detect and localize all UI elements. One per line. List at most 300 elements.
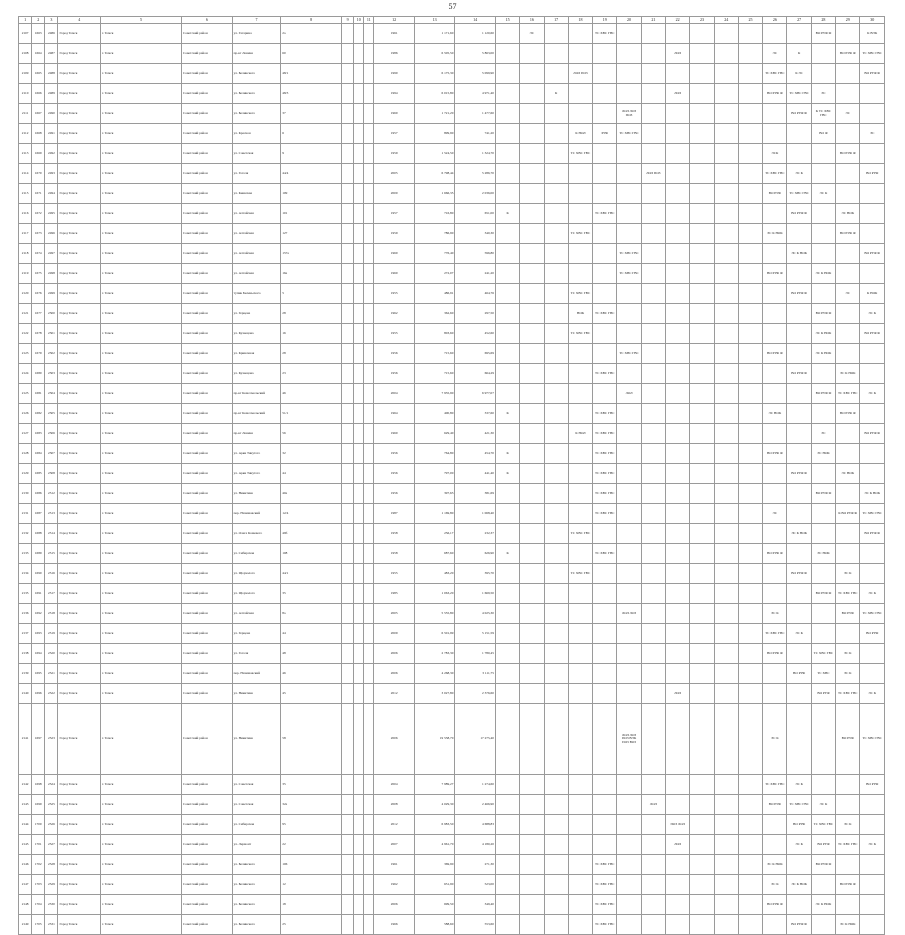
table-cell: ЛОЛ ЛОЗ (617, 604, 641, 624)
table-cell (666, 524, 690, 544)
table-cell (860, 144, 885, 164)
table-cell: 2127 (19, 424, 32, 444)
table-cell: ЭС К (836, 664, 860, 684)
table-cell (860, 184, 885, 204)
table-cell: 4 268,30 (414, 664, 455, 684)
table-cell: 2130 (19, 484, 32, 504)
table-row (19, 444, 885, 464)
table-cell: ул. Щорчалого (232, 564, 281, 584)
table-cell: 899,90 (414, 124, 455, 144)
table-cell (666, 775, 690, 795)
table-cell: 48/1 (281, 64, 342, 84)
table-cell: ЭС К (860, 684, 885, 704)
table-cell: ЭСК (763, 144, 787, 164)
table-row (19, 364, 885, 384)
table-cell: 2 783,30 (414, 644, 455, 664)
table-cell: 1959 (374, 224, 415, 244)
table-cell: ЭС НОК (836, 204, 860, 224)
table-cell: 452,60 (455, 324, 496, 344)
table-cell (787, 304, 811, 324)
table-cell (738, 144, 762, 164)
table-cell: ВО РУФ Ф (787, 104, 811, 124)
table-cell: 1666 (32, 84, 45, 104)
table-cell: ЭС К (787, 835, 811, 855)
table-cell: 1 477,60 (455, 104, 496, 124)
table-cell: К ЭС (787, 64, 811, 84)
table-cell: 1679 (32, 344, 45, 364)
table-cell: 1664 (32, 44, 45, 64)
table-cell: Город Томск (58, 835, 101, 855)
table-cell: Советский район (182, 324, 233, 344)
table-cell: Советский район (182, 224, 233, 244)
table-cell: ТС ХВС ГВС (568, 564, 592, 584)
table-cell: ул. Киевская (232, 184, 281, 204)
table-cell (568, 504, 592, 524)
table-cell (617, 915, 641, 935)
table-cell: 1700 (32, 815, 45, 835)
table-cell: г. Томск (101, 164, 182, 184)
table-cell (544, 404, 568, 424)
table-cell (342, 684, 354, 704)
table-cell: ТС ХВС ГВС (811, 644, 835, 664)
table-cell: г. Томск (101, 524, 182, 544)
table-row (19, 164, 885, 184)
table-cell (354, 704, 364, 775)
table-cell: 2519 (45, 624, 58, 644)
table-cell: ул. Гагарина (232, 24, 281, 44)
table-cell (568, 664, 592, 684)
table-cell (714, 364, 738, 384)
table-cell: 1962 (374, 304, 415, 324)
table-cell: 4 029,30 (414, 795, 455, 815)
table-cell: ТС ХВС ГВС (593, 444, 617, 464)
table-cell (568, 384, 592, 404)
table-cell (364, 124, 374, 144)
table-cell: 2120 (19, 284, 32, 304)
table-row (19, 644, 885, 664)
table-cell: ЛОЛ ЛОЗ ПОЗ ВЭК ПОЗ ВОЗ (617, 704, 641, 775)
table-cell: 1690 (32, 564, 45, 584)
table-cell: Город Томск (58, 895, 101, 915)
column-number-cell: 7 (232, 17, 281, 24)
table-cell (714, 644, 738, 664)
table-cell (617, 544, 641, 564)
table-cell (354, 24, 364, 44)
table-cell: 1987 (374, 504, 415, 524)
table-cell (787, 855, 811, 875)
table-cell: ПОЗ ЛОЛ (666, 815, 690, 835)
table-cell: ул. Алтайская (232, 604, 281, 624)
table-cell (354, 424, 364, 444)
table-cell: 1 324,70 (455, 144, 496, 164)
table-row (19, 384, 885, 404)
table-cell: 49б (281, 524, 342, 544)
table-cell (495, 855, 519, 875)
table-cell: 2 036,00 (455, 184, 496, 204)
table-cell (641, 24, 665, 44)
table-cell (593, 704, 617, 775)
table-cell (763, 484, 787, 504)
table-cell (342, 815, 354, 835)
table-cell: 1678 (32, 324, 45, 344)
table-cell (520, 484, 544, 504)
table-cell (641, 484, 665, 504)
table-cell (364, 424, 374, 444)
table-cell: 2123 (19, 344, 32, 364)
table-cell: 1958 (374, 544, 415, 564)
table-cell (354, 464, 364, 484)
table-cell (738, 44, 762, 64)
table-cell: 5 863,00 (455, 44, 496, 64)
table-cell: 2131 (19, 504, 32, 524)
table-cell (544, 24, 568, 44)
table-cell (520, 835, 544, 855)
table-cell (364, 404, 374, 424)
table-cell (690, 324, 714, 344)
column-number-cell: 28 (811, 17, 835, 24)
table-cell (738, 624, 762, 644)
table-cell (787, 384, 811, 404)
table-cell: Советский район (182, 144, 233, 164)
table-cell: 2486 (45, 24, 58, 44)
table-cell: пер. Нахимовский (232, 664, 281, 684)
table-cell (690, 855, 714, 875)
table-cell (714, 604, 738, 624)
table-cell: 2516 (45, 564, 58, 584)
table-cell (714, 344, 738, 364)
table-cell (836, 524, 860, 544)
table-cell: ВО РУФ Ф (763, 84, 787, 104)
table-cell: ул. Алтайская (232, 224, 281, 244)
table-cell (495, 664, 519, 684)
table-cell (364, 564, 374, 584)
table-cell (544, 424, 568, 444)
table-cell: К (495, 444, 519, 464)
table-cell (714, 304, 738, 324)
table-cell: 2499 (45, 284, 58, 304)
table-cell (593, 775, 617, 795)
table-cell (836, 775, 860, 795)
table-cell (520, 895, 544, 915)
table-cell: 2122 (19, 324, 32, 344)
table-cell (593, 604, 617, 624)
table-cell: Советский район (182, 44, 233, 64)
table-cell: 2148 (19, 895, 32, 915)
table-cell (354, 184, 364, 204)
table-cell (354, 44, 364, 64)
table-cell: РУФ (593, 124, 617, 144)
table-cell (738, 304, 762, 324)
table-cell: ТС ХВС ГВС (593, 875, 617, 895)
table-cell: 1960 (374, 424, 415, 444)
table-cell: 22 (281, 835, 342, 855)
table-cell (617, 895, 641, 915)
table-cell (836, 444, 860, 464)
table-cell (593, 244, 617, 264)
table-cell: ул. Красноя (232, 124, 281, 144)
table-cell (342, 504, 354, 524)
table-cell (836, 24, 860, 44)
table-cell (617, 835, 641, 855)
table-cell: 1686 (32, 484, 45, 504)
column-number-cell: 1 (19, 17, 32, 24)
table-cell (544, 775, 568, 795)
table-cell: 6 501,99 (414, 624, 455, 644)
table-cell (593, 164, 617, 184)
column-number-cell: 9 (342, 17, 354, 24)
table-cell (690, 144, 714, 164)
table-cell: ЭС (860, 124, 885, 144)
table-cell (811, 284, 835, 304)
table-cell: Город Томск (58, 324, 101, 344)
table-cell (787, 324, 811, 344)
table-cell (354, 855, 364, 875)
table-cell: 16а (281, 264, 342, 284)
table-cell: 2121 (19, 304, 32, 324)
table-cell (364, 284, 374, 304)
table-cell: Город Томск (58, 915, 101, 935)
table-cell: 44 (281, 464, 342, 484)
table-cell: г. Томск (101, 895, 182, 915)
table-cell (641, 895, 665, 915)
table-cell (690, 604, 714, 624)
table-cell: 1663 (32, 24, 45, 44)
table-cell (763, 584, 787, 604)
table-cell (811, 564, 835, 584)
table-cell (738, 444, 762, 464)
table-cell: 2107 (19, 24, 32, 44)
table-cell (617, 504, 641, 524)
table-cell: Город Томск (58, 664, 101, 684)
table-cell (617, 64, 641, 84)
table-cell: ТС ХВС ГВС (593, 304, 617, 324)
table-cell: К НОЛ (568, 124, 592, 144)
table-cell: Советский район (182, 484, 233, 504)
table-cell: Город Томск (58, 224, 101, 244)
table-cell: ВО РУФ Ф (836, 144, 860, 164)
table-cell: 2006 (374, 644, 415, 664)
table-cell: 1680 (32, 364, 45, 384)
table-cell (666, 584, 690, 604)
table-cell (641, 775, 665, 795)
table-cell (714, 855, 738, 875)
table-cell (763, 835, 787, 855)
table-cell (666, 224, 690, 244)
table-cell: 687,60 (414, 544, 455, 564)
table-cell (617, 44, 641, 64)
table-cell: ТС ХВС ГВС (617, 344, 641, 364)
table-cell: ЛОЛ (666, 835, 690, 855)
table-cell (860, 404, 885, 424)
table-cell: ЭС К (763, 704, 787, 775)
table-cell (342, 915, 354, 935)
table-cell (593, 684, 617, 704)
table-cell: Город Томск (58, 684, 101, 704)
table-cell (617, 24, 641, 44)
table-cell (568, 684, 592, 704)
table-cell (520, 284, 544, 304)
table-cell: Советский район (182, 704, 233, 775)
table-cell (495, 524, 519, 544)
table-cell: Город Томск (58, 84, 101, 104)
table-cell (860, 264, 885, 284)
table-cell: 3 027,80 (414, 684, 455, 704)
table-cell (690, 64, 714, 84)
table-cell (354, 124, 364, 144)
table-cell: 1955 (374, 324, 415, 344)
table-cell (568, 624, 592, 644)
table-cell: ул. Никитина (232, 484, 281, 504)
table-cell (568, 544, 592, 564)
table-cell: 664,29 (455, 364, 496, 384)
table-cell (495, 144, 519, 164)
table-cell (690, 484, 714, 504)
table-cell (738, 124, 762, 144)
table-cell (593, 284, 617, 304)
table-cell: 2005 (374, 604, 415, 624)
table-cell: 2111 (19, 104, 32, 124)
table-cell (364, 224, 374, 244)
table-cell: 1669 (32, 144, 45, 164)
table-cell: 44/4 (281, 164, 342, 184)
table-cell: 2495 (45, 204, 58, 224)
table-cell (617, 364, 641, 384)
table-cell: 2527 (45, 835, 58, 855)
table-cell (354, 584, 364, 604)
table-cell: 2004 (374, 384, 415, 404)
table-cell: 2488 (45, 64, 58, 84)
table-cell (544, 524, 568, 544)
table-row (19, 44, 885, 64)
table-cell: 106 (281, 855, 342, 875)
table-cell: К НОК (860, 284, 885, 304)
table-cell (342, 464, 354, 484)
table-cell (714, 444, 738, 464)
table-cell (364, 795, 374, 815)
table-cell: Город Томск (58, 284, 101, 304)
table-cell: Советский район (182, 624, 233, 644)
table-cell (520, 384, 544, 404)
table-cell: ЭС НОК (811, 444, 835, 464)
table-cell (544, 584, 568, 604)
table-cell: 1704 (32, 895, 45, 915)
table-cell: 2523 (45, 704, 58, 775)
table-cell: 1956 (374, 484, 415, 504)
table-cell (495, 384, 519, 404)
table-cell: ул. Советская (232, 144, 281, 164)
table-row (19, 204, 885, 224)
table-cell (641, 44, 665, 64)
table-cell (763, 204, 787, 224)
table-cell (666, 384, 690, 404)
table-cell: 1702 (32, 855, 45, 875)
table-cell: ЛОЛ ПОЗ (641, 164, 665, 184)
table-cell (364, 855, 374, 875)
table-cell (354, 895, 364, 915)
table-cell: ВО РУФ (763, 795, 787, 815)
table-cell: ул. Кривочная (232, 344, 281, 364)
table-cell: Город Томск (58, 404, 101, 424)
table-cell (342, 664, 354, 684)
table-cell: 2524 (45, 775, 58, 795)
table-cell (568, 644, 592, 664)
table-cell: г. Томск (101, 915, 182, 935)
table-cell (738, 224, 762, 244)
table-cell (495, 364, 519, 384)
table-cell: ул. Никитина (232, 704, 281, 775)
table-cell: 741,20 (455, 124, 496, 144)
table-cell: ТС ХВС ГВС (593, 855, 617, 875)
table-cell (593, 44, 617, 64)
table-cell: ТС ХВС ГВС (593, 404, 617, 424)
table-cell (763, 664, 787, 684)
table-cell (666, 364, 690, 384)
table-cell (860, 444, 885, 464)
table-cell: ВО РУФ Ф (860, 324, 885, 344)
table-cell: ВО РУФ Ф (860, 64, 885, 84)
table-cell: Город Томск (58, 264, 101, 284)
table-cell: 8а (281, 604, 342, 624)
table-cell (495, 64, 519, 84)
table-cell (520, 464, 544, 484)
table-cell (520, 644, 544, 664)
table-cell (666, 795, 690, 815)
table-cell (836, 304, 860, 324)
table-cell: 2124 (19, 364, 32, 384)
table-cell (714, 704, 738, 775)
table-cell: 381,69 (455, 484, 496, 504)
table-cell: 2142 (19, 775, 32, 795)
table-cell (593, 664, 617, 684)
table-cell: ЭС К (860, 835, 885, 855)
table-cell (641, 624, 665, 644)
table-cell (495, 344, 519, 364)
table-cell: ЭС К НОК (763, 855, 787, 875)
table-cell: ЭС К НОК (787, 875, 811, 895)
table-cell (690, 775, 714, 795)
table-cell (787, 24, 811, 44)
table-cell (354, 544, 364, 564)
table-cell (811, 224, 835, 244)
table-cell (666, 544, 690, 564)
table-cell: ТС ХВС ГВС (593, 424, 617, 444)
table-cell (738, 644, 762, 664)
table-cell: ВО РУФ Ф (860, 524, 885, 544)
table-cell (544, 204, 568, 224)
table-cell (714, 224, 738, 244)
table-cell (738, 664, 762, 684)
table-cell (364, 464, 374, 484)
table-cell: 5 286,70 (455, 164, 496, 184)
table-cell (617, 404, 641, 424)
table-cell: 46 (281, 384, 342, 404)
table-cell (738, 424, 762, 444)
table-cell (860, 644, 885, 664)
table-cell: г. Томск (101, 815, 182, 835)
table-cell (641, 644, 665, 664)
table-cell (811, 704, 835, 775)
table-cell: 2117 (19, 224, 32, 244)
table-cell (641, 875, 665, 895)
table-cell (860, 84, 885, 104)
table-cell: Советский район (182, 24, 233, 44)
table-cell: г. Томск (101, 384, 182, 404)
table-cell: Советский район (182, 104, 233, 124)
table-cell (641, 244, 665, 264)
table-cell: ул. Белинского (232, 855, 281, 875)
table-cell (568, 164, 592, 184)
table-cell: 397,63 (414, 484, 455, 504)
